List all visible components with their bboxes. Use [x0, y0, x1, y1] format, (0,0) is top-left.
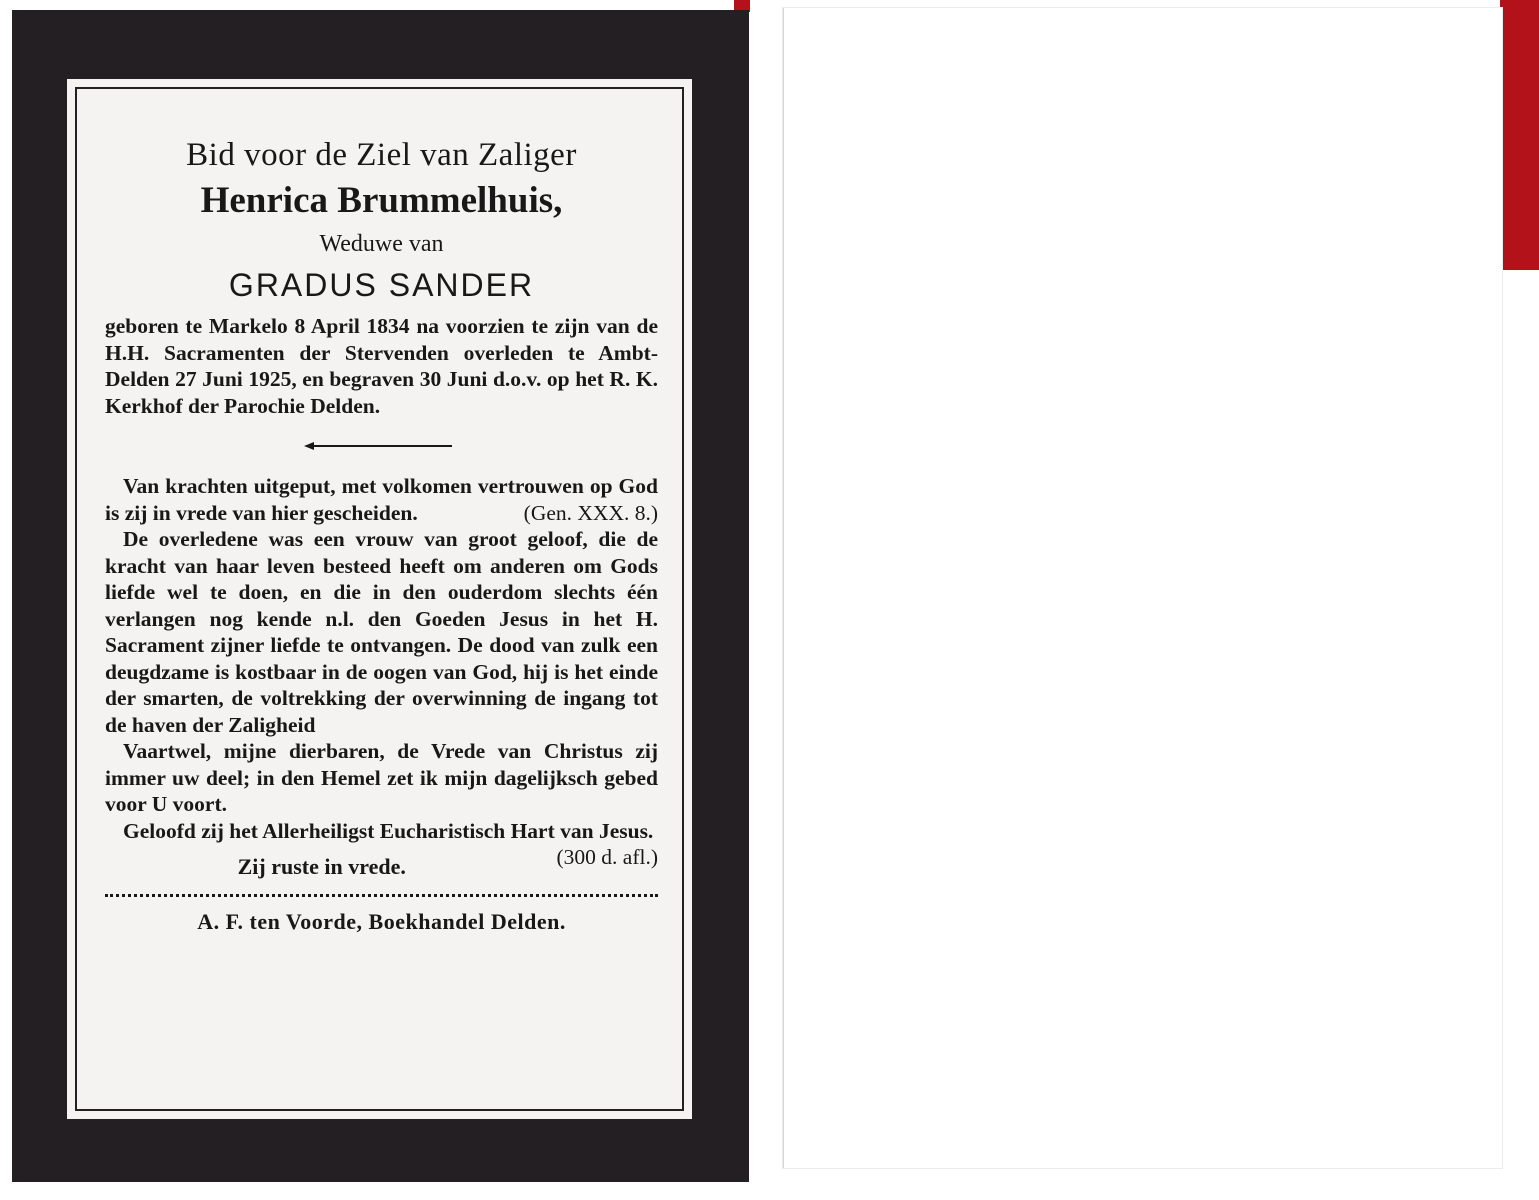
memorial-card-panel: [64, 76, 695, 1122]
red-edge-top-right: [1500, 0, 1539, 270]
biography-paragraph: geboren te Markelo 8 April 1834 na voorzien te zijn van de H.H. Sacramenten der Stervenden overleden te Ambt-Delden 27 Juni 1925, en begraven 30 Juni d.o.v. op het R. K. Kerkhof der Parochie Delden.: [105, 314, 658, 418]
printer-credit: A. F. ten Voorde, Boekhandel Delden.: [197, 909, 566, 934]
verse-paragraph: [105, 473, 658, 526]
closing-line: Zij ruste in vrede.: [237, 854, 406, 879]
ornament-divider: [312, 445, 452, 447]
dotted-divider: [105, 894, 658, 897]
widow-of-label: Weduwe van: [319, 231, 444, 257]
verse-text: Van krachten uitgeput, met volkomen vertrouwen op God is zij in vrede van hier gescheiden.: [105, 474, 658, 525]
card-content: [105, 135, 658, 935]
deceased-name: Henrica Brummelhuis,: [200, 180, 563, 221]
verse-reference: (Gen. XXX. 8.): [523, 500, 658, 525]
memorial-card-back: [783, 8, 1502, 1168]
indulgence-reference: (300 d. afl.): [556, 845, 658, 869]
memorial-card-front: [12, 10, 749, 1182]
prayer-heading: Bid voor de Ziel van Zaliger: [186, 137, 577, 173]
tribute-paragraph: De overledene was een vrouw van groot geloof, die de kracht van haar leven besteed heeft om anderen om Gods liefde wel te doen, en die in den ouderdom slechts één verlangen nog kende n.l. den Goeden Jesus in het H. Sacrament zijner liefde te ontvangen. De dood van zulk een deugdzame is kostbaar in de oogen van God, hij is het einde der smarten, de voltrekking der overwinning de ingang tot de haven der Zaligheid: [105, 527, 658, 737]
farewell-paragraph: Vaartwel, mijne dierbaren, de Vrede van Christus zij immer uw deel; in den Hemel zet ik mijn dagelijksch gebed voor U voort.: [105, 739, 658, 816]
husband-name: GRADUS SANDER: [228, 267, 535, 303]
prayer-text: Geloofd zij het Allerheiligst Eucharistisch Hart van Jesus.: [123, 818, 654, 843]
